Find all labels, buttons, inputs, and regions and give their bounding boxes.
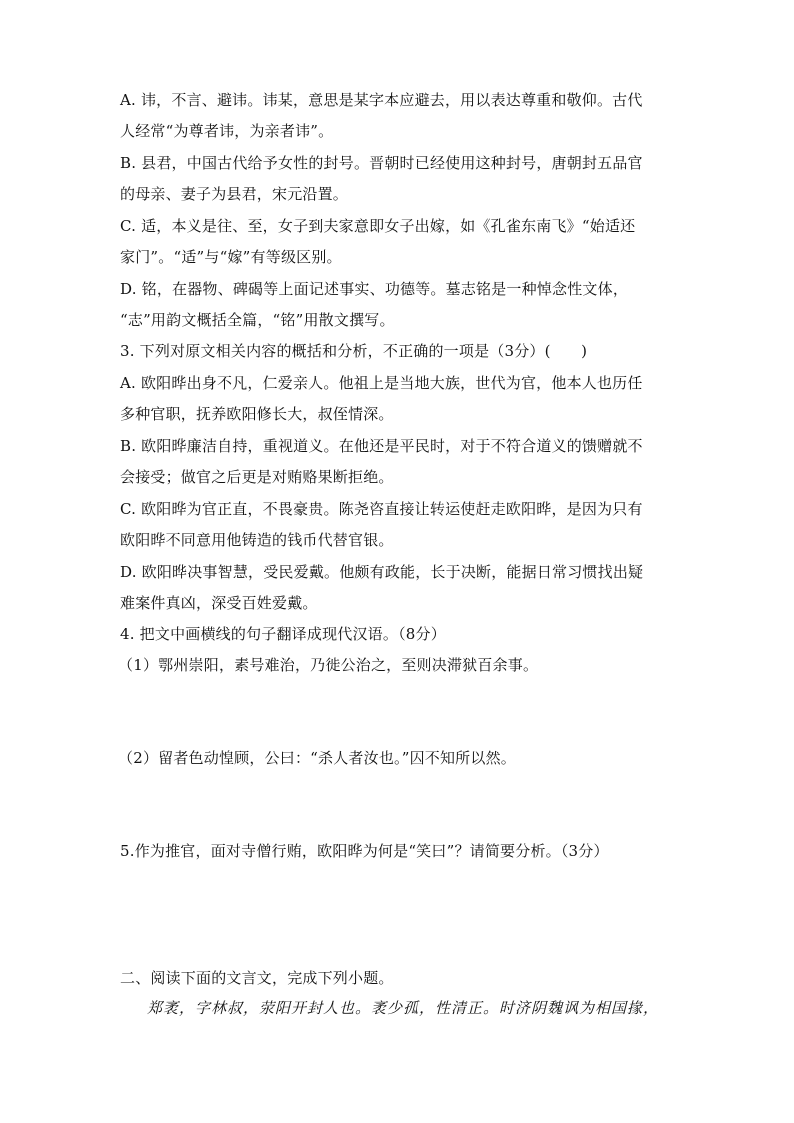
question-4-sentence-1: （1）鄂州崇阳，素号难治，乃徙公治之，至则决滞狱百余事。 <box>118 656 539 674</box>
section-2-title: 二、阅读下面的文言文，完成下列小题。 <box>120 969 394 987</box>
option-a-line-1: A. 讳，不言、避讳。讳某，意思是某字本应避去，用以表达尊重和敬仰。古代 <box>120 91 643 109</box>
q3-option-c-line-2: 欧阳晔不同意用他铸造的钱币代替官银。 <box>120 531 394 549</box>
option-a-line-2: 人经常“为尊者讳，为亲者讳”。 <box>120 122 334 140</box>
option-d-line-2: “志”用韵文概括全篇，“铭”用散文撰写。 <box>120 311 395 329</box>
option-c-line-2: 家门”。“适”与“嫁”有等级区别。 <box>120 248 342 266</box>
q3-option-a-line-1: A. 欧阳晔出身不凡，仁爱亲人。他祖上是当地大族，世代为官，他本人也历任 <box>120 374 643 392</box>
option-d-line-1: D. 铭，在器物、碑碣等上面记述事实、功德等。墓志铭是一种悼念性文体， <box>120 280 629 298</box>
option-c-line-1: C. 适，本义是往、至，女子到夫家意即女子出嫁，如《孔雀东南飞》“始适还 <box>120 217 636 235</box>
q3-option-d-line-2: 难案件真凶，深受百姓爱戴。 <box>120 594 318 612</box>
q3-option-a-line-2: 多种官职，抚养欧阳修长大，叔侄情深。 <box>120 405 394 423</box>
question-4-title: 4. 把文中画横线的句子翻译成现代汉语。（8分） <box>120 625 446 643</box>
question-5-title: 5.作为推官，面对寺僧行贿，欧阳晔为何是“笑曰”？请简要分析。（3分） <box>120 842 609 860</box>
question-3-title: 3. 下列对原文相关内容的概括和分析，不正确的一项是（3分）( ) <box>120 342 588 360</box>
classical-text-first-line: 郑袤，字林叔，荥阳开封人也。袤少孤，性清正。时济阴魏讽为相国掾， <box>147 999 660 1017</box>
option-b-line-1: B. 县君，中国古代给予女性的封号。晋朝时已经使用这种封号，唐朝封五品官 <box>120 154 643 172</box>
question-4-sentence-2: （2）留者色动惶顾，公曰：“杀人者汝也。”囚不知所以然。 <box>118 749 516 767</box>
option-b-line-2: 的母亲、妻子为县君，宋元沿置。 <box>120 185 349 203</box>
q3-option-b-line-1: B. 欧阳晔廉洁自持，重视道义。在他还是平民时，对于不符合道义的馈赠就不 <box>120 437 643 455</box>
q3-option-d-line-1: D. 欧阳晔决事智慧，受民爱戴。他颇有政能，长于决断，能据日常习惯找出疑 <box>120 563 644 581</box>
q3-option-b-line-2: 会接受；做官之后更是对贿赂果断拒绝。 <box>120 468 394 486</box>
q3-option-c-line-1: C. 欧阳晔为官正直，不畏豪贵。陈尧咨直接让转运使赶走欧阳晔，是因为只有 <box>120 500 643 518</box>
